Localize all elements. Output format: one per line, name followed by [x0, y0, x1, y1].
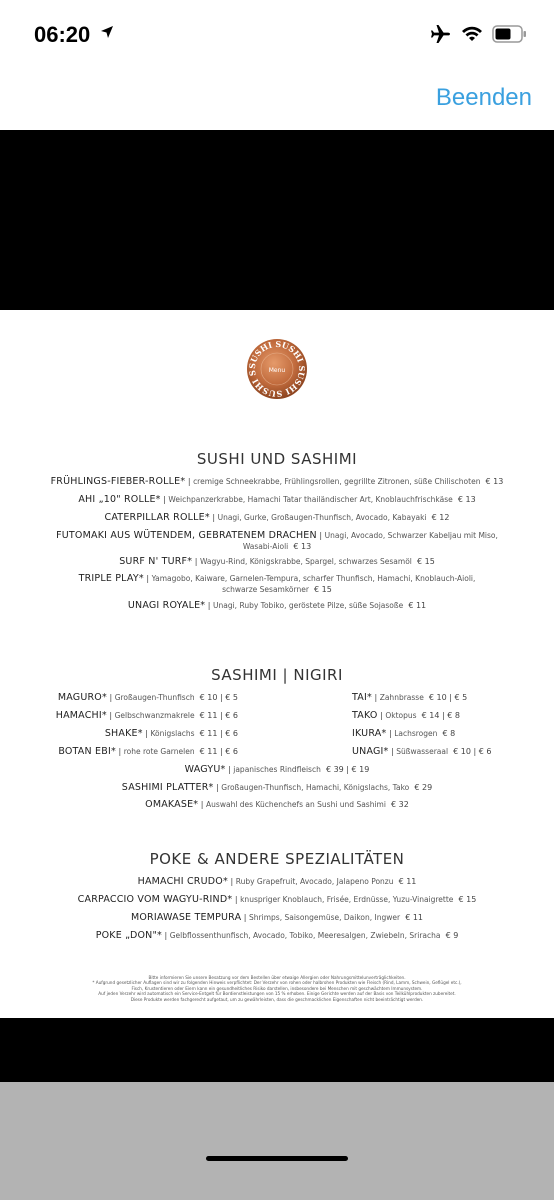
section-title-sushi: SUSHI UND SASHIMI — [196, 450, 358, 468]
item-price: € 10 | € 5 — [199, 693, 238, 702]
item-name: BOTAN EBI* — [58, 746, 116, 757]
done-button[interactable]: Beenden — [435, 84, 532, 111]
menu-item: SASHIMI PLATTER* | Großaugen-Thunfisch, Hamachi, Königslachs, Tako € 29 — [121, 782, 433, 793]
logo-center-text: Menu — [268, 367, 286, 374]
status-time: 06:20 — [34, 22, 91, 47]
item-description: Yamagobo, Kaiware, Garnelen-Tempura, scharfer Thunfisch, Hamachi, Knoblauch-Aioli, — [151, 574, 476, 583]
item-description: Lachsrogen — [394, 729, 438, 738]
item-description: Unagi, Ruby Tobiko, geröstete Pilze, süße Sojasoße — [213, 601, 404, 610]
item-price: € 14 | € 8 — [421, 711, 460, 720]
section-title-poke: POKE & ANDERE SPEZIALITÄTEN — [149, 850, 405, 868]
footnote-line: Fisch, Krustentieren oder Eiern kann ein gesundheitliches Risiko darstellen, insbesondere bei Menschen mit geschwächtem Immunsystem. — [131, 985, 423, 991]
document-letterbox-bottom — [0, 1018, 554, 1082]
item-description: Zahnbrasse — [379, 693, 424, 702]
menu-document[interactable] — [0, 310, 554, 1018]
menu-item: FRÜHLINGS-FIEBER-ROLLE* | cremige Schneekrabbe, Frühlingsrollen, gegrillte Zitronen, süße Chilischoten € 13 — [50, 476, 504, 487]
item-name: SURF N' TURF* — [119, 556, 193, 567]
menu-item: FUTOMAKI AUS WÜTENDEM, GEBRATENEM DRACHEN | Unagi, Avocado, Schwarzer Kabeljau mit Miso, Wasabi-Aioli € 13 — [56, 530, 498, 551]
menu-item: POKE „DON"* | Gelbflossenthunfisch, Avocado, Tobiko, Meeresalgen, Zwiebeln, Sriracha € 9 — [95, 930, 459, 941]
footnote-line: Diese Produkte werden fachgerecht aufgetaut, um zu gewährleisten, dass die geschmacklichen Eigenschaften nicht beeinträchtigt werden. — [130, 996, 424, 1002]
item-name: FRÜHLINGS-FIEBER-ROLLE* — [50, 476, 186, 487]
item-description: Gelbflossenthunfisch, Avocado, Tobiko, Meeresalgen, Zwiebeln, Sriracha — [169, 931, 441, 940]
document-letterbox-top — [0, 130, 554, 310]
menu-item: TAI* | Zahnbrasse € 10 | € 5 — [352, 692, 468, 703]
item-name: FUTOMAKI AUS WÜTENDEM, GEBRATENEM DRACHEN — [56, 530, 317, 541]
menu-item: HAMACHI* | Gelbschwanzmakrele € 11 | € 6 — [55, 710, 238, 721]
item-name: TAKO — [352, 710, 378, 721]
location-arrow-icon — [100, 25, 114, 44]
item-price: € 32 — [391, 800, 409, 809]
item-name: IKURA* — [352, 728, 387, 739]
item-price: € 39 | € 19 — [325, 765, 370, 774]
item-price: € 11 | € 6 — [199, 747, 238, 756]
item-name: UNAGI* — [352, 746, 389, 757]
item-name: WAGYU* — [184, 764, 226, 775]
item-description: Unagi, Avocado, Schwarzer Kabeljau mit Miso, — [324, 531, 498, 540]
item-price: € 15 — [416, 557, 435, 566]
item-description: Shrimps, Saisongemüse, Daikon, Ingwer — [249, 913, 401, 922]
menu-item: UNAGI ROYALE* | Unagi, Ruby Tobiko, geröstete Pilze, süße Sojasoße € 11 — [127, 600, 427, 611]
footnote-line: * Aufgrund gesetzlicher Auflagen sind wir zu folgenden Hinweis verpflichtet: Der Verzehr von rohen oder halbrohen Produkten wie Fleisch (Rind, Lamm, Schwein, Geflügel etc.), — [92, 980, 462, 986]
item-name: TRIPLE PLAY* — [78, 573, 144, 584]
item-description: Großaugen-Thunfisch — [114, 693, 195, 702]
item-price: € 13 — [457, 495, 476, 504]
menu-item: HAMACHI CRUDO* | Ruby Grapefruit, Avocado, Jalapeno Ponzu € 11 — [137, 876, 417, 887]
airplane-icon — [430, 24, 452, 49]
menu-item: SHAKE* | Königslachs € 11 | € 6 — [104, 728, 238, 739]
item-price: € 11 | € 6 — [199, 729, 238, 738]
menu-item: UNAGI* | Süßwasseraal € 10 | € 6 — [352, 746, 492, 757]
item-price: € 13 — [485, 477, 504, 486]
item-price: € 10 | € 6 — [453, 747, 492, 756]
item-description: Großaugen-Thunfisch, Hamachi, Königslachs, Tako — [221, 783, 410, 792]
item-description: Süßwasseraal — [396, 747, 449, 756]
item-name: SASHIMI PLATTER* — [121, 782, 214, 793]
item-description-line2: schwarze Sesamkörner — [222, 585, 309, 594]
item-name: HAMACHI CRUDO* — [137, 876, 228, 887]
footnote — [30, 975, 524, 1002]
menu-item: MAGURO* | Großaugen-Thunfisch € 10 | € 5 — [57, 692, 238, 703]
item-description: Ruby Grapefruit, Avocado, Jalapeno Ponzu — [235, 877, 394, 886]
item-name: UNAGI ROYALE* — [127, 600, 206, 611]
item-price: € 11 | € 6 — [199, 711, 238, 720]
status-bar — [0, 0, 554, 70]
item-description: Gelbschwanzmakrele — [114, 711, 195, 720]
item-price: € 11 — [405, 913, 423, 922]
item-price: € 13 — [293, 542, 312, 551]
item-name: POKE „DON"* — [95, 930, 162, 941]
footnote-line: Auf jeden Verzehr wird automatisch ein Service-Entgelt für Bordienstleistungen von 15 % erhoben. Einige Gerichte werden auf der Basis von Teilkühlprodukten zubereitet. — [98, 991, 456, 997]
item-price: € 12 — [431, 513, 450, 522]
item-description: Königslachs — [150, 729, 195, 738]
item-price: € 29 — [414, 783, 433, 792]
item-price: € 11 — [398, 877, 417, 886]
item-description: knuspriger Knoblauch, Frisée, Erdnüsse, Yuzu-Vinaigrette — [240, 895, 454, 904]
item-description: Auswahl des Küchenchefs an Sushi und Sashimi — [206, 800, 386, 809]
item-name: CATERPILLAR ROLLE* — [104, 512, 210, 523]
menu-item: CARPACCIO VOM WAGYU-RIND* | knuspriger Knoblauch, Frisée, Erdnüsse, Yuzu-Vinaigrette € 15 — [77, 894, 477, 905]
item-description: rohe rote Garnelen — [123, 747, 195, 756]
item-price: € 15 — [458, 895, 477, 904]
item-name: MAGURO* — [57, 692, 107, 703]
menu-item: SURF N' TURF* | Wagyu-Rind, Königskrabbe, Spargel, schwarzes Sesamöl € 15 — [119, 556, 435, 567]
sushi-logo — [231, 338, 323, 400]
nav-bar — [0, 70, 554, 130]
item-description: japanisches Rindfleisch — [233, 765, 321, 774]
menu-item: BOTAN EBI* | rohe rote Garnelen € 11 | € 6 — [58, 746, 238, 757]
item-price: € 8 — [442, 729, 456, 738]
item-description-line2: Wasabi-Aioli — [242, 542, 289, 551]
menu-item: AHI „10" ROLLE* | Weichpanzerkrabbe, Hamachi Tatar thailändischer Art, Knoblauchfrischkäse € 13 — [78, 494, 476, 505]
item-name: OMAKASE* — [145, 799, 199, 810]
menu-item: TAKO | Oktopus € 14 | € 8 — [352, 710, 460, 721]
item-name: MORIAWASE TEMPURA — [130, 912, 242, 923]
menu-item: MORIAWASE TEMPURA | Shrimps, Saisongemüse, Daikon, Ingwer € 11 — [130, 912, 423, 923]
menu-item: WAGYU* | japanisches Rindfleisch € 39 | € 19 — [184, 764, 370, 775]
menu-item: CATERPILLAR ROLLE* | Unagi, Gurke, Großaugen-Thunfisch, Avocado, Kabayaki € 12 — [104, 512, 450, 523]
item-name: AHI „10" ROLLE* — [78, 494, 161, 505]
item-name: TAI* — [352, 692, 372, 703]
menu-item: IKURA* | Lachsrogen € 8 — [352, 728, 456, 739]
footnote-line: Bitte informieren Sie unsere Besatzung vor dem Bestellen über etwaige Allergien oder Nahrungsmittelunverträglichkeiten. — [148, 975, 406, 980]
menu-item: OMAKASE* | Auswahl des Küchenchefs an Sushi und Sashimi € 32 — [145, 799, 409, 810]
item-price: € 15 — [314, 585, 332, 594]
item-price: € 10 | € 5 — [428, 693, 468, 702]
wifi-icon — [461, 25, 483, 48]
battery-icon — [492, 25, 528, 48]
item-description: Oktopus — [385, 711, 417, 720]
item-description: cremige Schneekrabbe, Frühlingsrollen, gegrillte Zitronen, süße Chilischoten — [193, 477, 481, 486]
item-description: Unagi, Gurke, Großaugen-Thunfisch, Avocado, Kabayaki — [217, 513, 427, 522]
item-name: SHAKE* — [104, 728, 143, 739]
bottom-toolbar-area — [0, 1082, 554, 1200]
logo-ring-text: SUSHI SUSHI SUSHI SUSHI S — [246, 338, 308, 400]
menu-item: TRIPLE PLAY* | Yamagobo, Kaiware, Garnelen-Tempura, scharfer Thunfisch, Hamachi, Knoblauch-Aioli, schwarze Sesamkörner € 15 — [78, 573, 476, 594]
item-price: € 11 — [408, 601, 427, 610]
item-price: € 9 — [445, 931, 459, 940]
item-name: CARPACCIO VOM WAGYU-RIND* — [77, 894, 233, 905]
item-name: HAMACHI* — [55, 710, 107, 721]
home-indicator[interactable] — [206, 1156, 348, 1161]
section-title-sashimi: SASHIMI | NIGIRI — [211, 666, 343, 684]
item-description: Wagyu-Rind, Königskrabbe, Spargel, schwarzes Sesamöl — [199, 557, 412, 566]
item-description: Weichpanzerkrabbe, Hamachi Tatar thailändischer Art, Knoblauchfrischkäse — [168, 495, 453, 504]
